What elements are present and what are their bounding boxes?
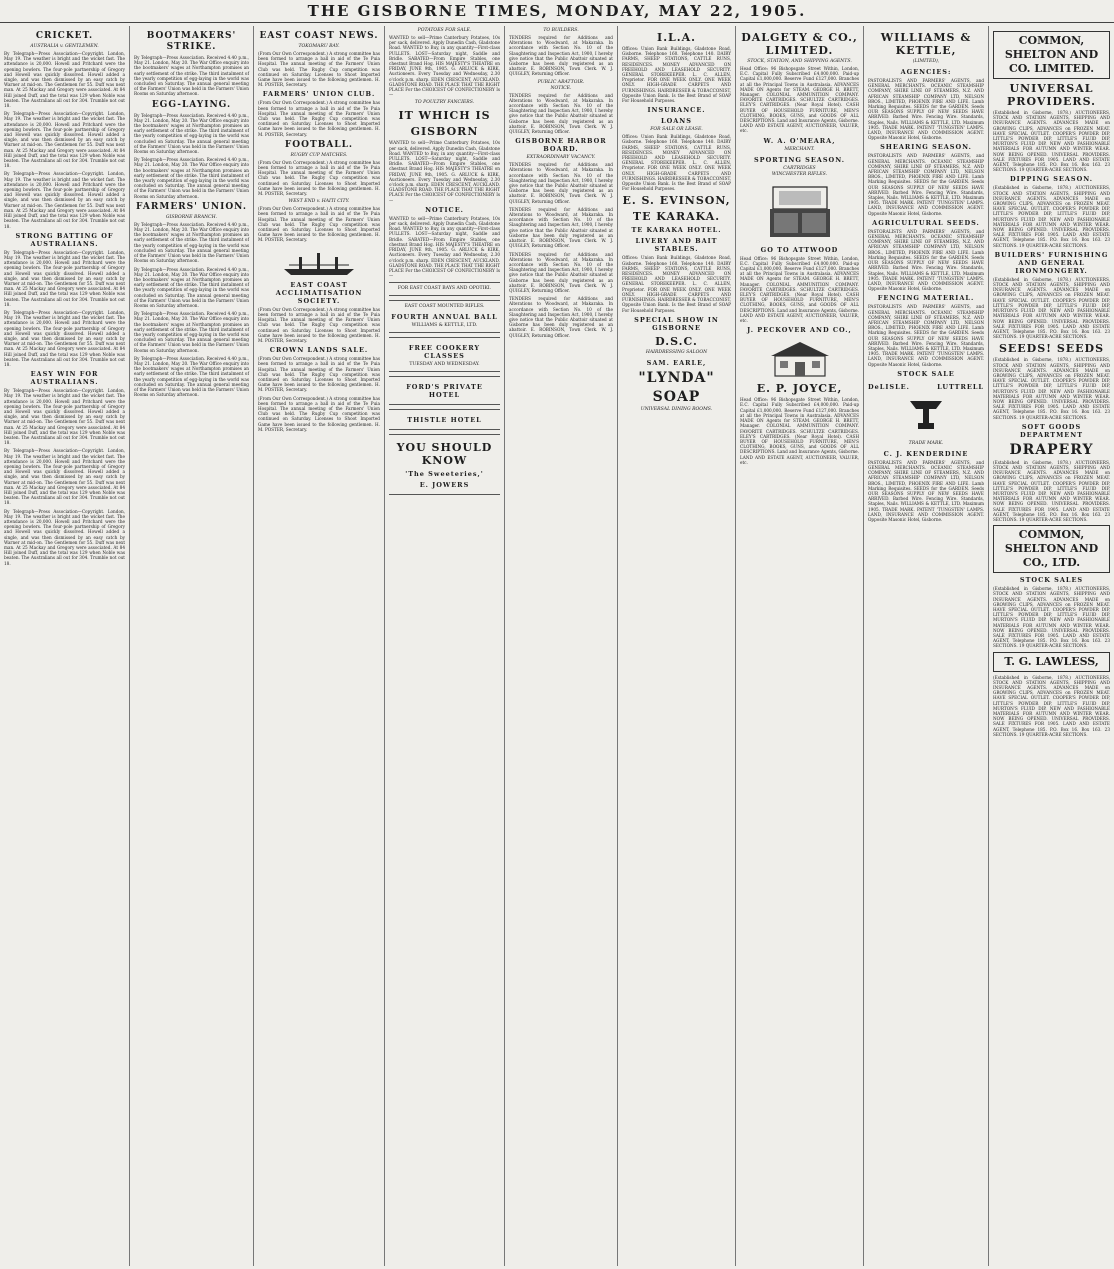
article-text: By Telegraph—Press Association—Copyright. London, May 19. The weather is bright and the wicket fast. The attendance is 20,000. Howell and Pritchard were the opening bowlers. The four-pole partnership of Gregory and Howell was quickly dissolved. Howell added a single, and was then dismissed by an easy catch by Warner at mid-on. The Gentlemen for 55. Duff was next man. At 25 Mackay and Gregory were associated. At 84 Hill joined Duff, and the total was 129 when Noble was beaten. The Australians all out for 304. Trumble not out 18. (4, 171, 125, 229)
advert (389, 434, 500, 495)
article-text: WANTED to sell—Prime Canterbury Potatoes, 10s per sack, delivered. Apply Dunedin Cash, Gladstone Road. WANTED to Buy, in any quantity—First-class PULLETS. LOST—Saturday night, Saddle and Bridle. SABATED—From Empire Stables, one chestnut Brand Hog. HIS MAJESTY'S THEATRE on FRIDAY, JUNE 9th, 1905. G. ARLUCK & KIRK, Auctioneers. Every Tuesday and Wednesday, 2.30 o'clock p.m. sharp. EDEN CRESCENT, AUCKLAND. GLADSTONE ROAD. THE PLACE THAT THE RIGHT PLACE For the CHOICEST OF CONFECTIONERY Is— (389, 215, 500, 279)
column-notices (505, 26, 618, 1266)
heading: SPORTING SEASON. (753, 155, 845, 164)
article-text: By Telegraph—Press Association—Copyright. London, May 19. The weather is bright and the wicket fast. The attendance is 20,000. Howell and Pritchard were the opening bowlers. The four-pole partnership of Gregory and Howell was quickly dissolved. Howell added a single, and was then dismissed by an easy catch by Warner at mid-on. The Gentlemen for 55. Duff was next man. At 25 Mackay and Gregory were associated. At 84 Hill joined Duff, and the total was 129 when Noble was beaten. The Australians all out for 304. Trumble not out 18. (4, 309, 125, 367)
advert-title: FOR EAST COAST BAYS AND OPOTIKI. (397, 286, 492, 292)
subheading: WINCHESTER RIFLES. (771, 171, 828, 177)
advert (389, 376, 500, 405)
article-text: (From Our Own Correspondent.) A strong committee has been formed to arrange a ball in aid of the Te Puia Hospital. The annual meeting of the Farmers' Union Club was held. The Rugby Cup competition was continued on Saturday. Licenses to Shoot Imported Game have been issued to the following gentlemen. H. M. POSTER, Secretary. (258, 206, 380, 243)
subheading: TRADE MARK. (908, 440, 944, 446)
heading: BOOTMAKERS' STRIKE. (146, 31, 237, 52)
advert (389, 300, 500, 333)
article-text: By Telegraph—Press Association—Copyright. London, May 19. The weather is bright and the wicket fast. The attendance is 20,000. Howell and Pritchard were the opening bowlers. The four-pole partnership of Gregory and Howell was quickly dissolved. Howell added a single, and was then dismissed by an easy catch by Warner at mid-on. The Gentlemen for 55. Duff was next man. At 25 Mackay and Gregory were associated. At 84 Hill joined Duff, and the total was 129 when Noble was beaten. The Australians all out for 304. Trumble not out 18. (4, 249, 125, 307)
article-text: PASTORALISTS AND FARMERS' AGENTS, and GENERAL MERCHANTS. OCEANIC STEAMSHIP COMPANY, SHIRE LINE OF STEAMERS, N.Z. AND AFRICAN STEAMSHIP COMPANY LTD, NELSON BROS., LIMITED, PHOENIX FIRE AND LIFE. Lamb Marking Requisites. SEEDS for the GARDEN. Seeds OUR SEASONS SUPPLY OF NEW SEEDS HAVE ARRIVED. Barbed Wire. Fencing Wire. Standards, Staples, Nails. WILLIAMS & KETTLE, LTD. Maximum 1905. TRADE MARK. PATENT 'TUNGSTEN' LAMPS. LAND, INSURANCE AND COMMISSION AGENT. Opposite Masonic Hotel, Gisborne. (868, 228, 984, 292)
article-text: Offices: Union Bank Buildings, Gladstone Road, Gisborne. Telephone 160. Telephone 140. DAIRY FARMS, SHEEP STATIONS, CATTLE RUNS, RESIDENCES. MONEY ADVANCED ON FREEHOLD AND LEASEHOLD SECURITY. GENERAL STOREKEEPER. L. C. ALLEN, Proprietor. FOR ONE WEEK ONLY. ONE WEEK ONLY. HIGH-GRADE CARPETS AND FURNISHINGS. HAIRDRESSER & TOBACCONIST, Opposite Union Bank. Is the Best Brand of SOAP For Household Purposes. (622, 255, 731, 313)
subheading: FOR SALE OR LEASE. (650, 127, 703, 133)
heading: SAM. EARLE, (646, 358, 707, 367)
article-text: TENDERS required for Additions and Alterations to Woodward, at Makaraka. In accordance with Section No. 10 of the Slaughtering and Inspection Act, 1900, I hereby give notice that the Public Abattoir situated at Gisborne has been duly registered as an abattoir. E. ROBINSON, Town Clerk. W. J. QUIGLEY, Returning Officer. (509, 162, 613, 204)
heading: AGRICULTURAL SEEDS. (872, 218, 980, 227)
article-text: PASTORALISTS AND FARMERS' AGENTS, and GENERAL MERCHANTS. OCEANIC STEAMSHIP COMPANY, SHIRE LINE OF STEAMERS, N.Z. AND AFRICAN STEAMSHIP COMPANY LTD, NELSON BROS., LIMITED, PHOENIX FIRE AND LIFE. Lamb Marking Requisites. SEEDS for the GARDEN. Seeds OUR SEASONS SUPPLY OF NEW SEEDS HAVE ARRIVED. Barbed Wire. Fencing Wire. Standards, Staples, Nails. WILLIAMS & KETTLE, LTD. Maximum 1905. TRADE MARK. PATENT 'TUNGSTEN' LAMPS. LAND, INSURANCE AND COMMISSION AGENT. Opposite Masonic Hotel, Gisborne. (868, 153, 984, 216)
heading: W. A. O'MEARA, (763, 136, 836, 145)
article-text: (Established in Gisborne, 1878.) AUCTIONEERS, STOCK AND STATION AGENTS, SHIPPING AND INSURANCE AGENTS. ADVANCES MADE on GROWING CLIPS, ADVANCES on FROZEN MEAT. HAVE SPECIAL OUTLET. COOPER'S POWDER DIP, LITTLE'S POWDER DIP, LITTLE'S FLUID DIP, MURTON'S FLUID DIP. NEW AND FASHIONABLE MATERIALS FOR AUTUMN AND WINTER WEAR. NOW BEING OPENED. UNIVERSAL PROVIDERS. SALE FIXTURES FOR 1905. LAND AND ESTATE AGENT, Telephone 185. P.O. Box 16. Box 163. 23 SECTIONS. 19 QUARTER-ACRE SECTIONS. (993, 185, 1110, 248)
ship-illustration (279, 247, 359, 277)
article-text: Head Office: 96 Bishopsgate Street Within, London, E.C. Capital Fully Subscribed £4,000,000. Paid-up Capital £1,000,000. Reserve Fund £127,000. Branches at all the Principal Towns in Australasia. ADVANCES MADE ON Agents for STEAM. GEORGE H. BRETT, Manager. COLONIAL AMMUNITION COMPANY. FAVORITE CARTRIDGES. SCHULTZE CARTRIDGES. ELEY'S CARTRIDGES. (Near Royal Hotel). CASH BUYER OF HOUSEHOLD FURNITURE, MEN'S CLOTHING, BOOKS, GUNS, and GOODS OF ALL DESCRIPTIONS. Land and Insurance Agents, Gisborne. LAND AND ESTATE AGENT, AUCTIONEER, VALUER, etc. (740, 66, 859, 134)
heading: DeLISLE. (868, 382, 910, 391)
column-williams-kettle (864, 26, 989, 1266)
heading: NOTICE. (425, 205, 464, 214)
article-text: By Telegraph—Press Association—Copyright. London, May 19. The weather is bright and the wicket fast. The attendance is 20,000. Howell and Pritchard were the opening bowlers. The four-pole partnership of Gregory and Howell was quickly dissolved. Howell added a single, and was then dismissed by an easy catch by Warner at mid-on. The Gentlemen for 55. Duff was next man. At 25 Mackay and Gregory were associated. At 84 Hill joined Duff, and the total was 129 when Noble was beaten. The Australians all out for 304. Trumble not out 18. (4, 448, 125, 506)
heading: FORD'S PRIVATE HOTEL (406, 383, 483, 400)
heading: DRAPERY (1009, 441, 1094, 458)
article-text: (Established in Gisborne, 1878.) AUCTIONEERS, STOCK AND STATION AGENTS, SHIPPING AND INSURANCE AGENTS. ADVANCES MADE on GROWING CLIPS, ADVANCES on FROZEN MEAT. HAVE SPECIAL OUTLET. COOPER'S POWDER DIP, LITTLE'S POWDER DIP, LITTLE'S FLUID DIP, MURTON'S FLUID DIP. NEW AND FASHIONABLE MATERIALS FOR AUTUMN AND WINTER WEAR. NOW BEING OPENED. UNIVERSAL PROVIDERS. SALE FIXTURES FOR 1905. LAND AND ESTATE AGENT, Telephone 185. P.O. Box 16. Box 163. 23 SECTIONS. 19 QUARTER-ACRE SECTIONS. (993, 110, 1110, 173)
subheading: (LIMITED), (912, 59, 940, 64)
subheading: GISBORNE BRANCH. (165, 214, 218, 220)
article-text: TENDERS required for Additions and Alterations to Woodward, at Makaraka. In accordance with Section No. 10 of the Slaughtering and Inspection Act, 1900, I hereby give notice that the Public Abattoir situated at Gisborne has been duly registered as an abattoir. E. ROBINSON, Town Clerk. W. J. QUIGLEY, Returning Officer. (509, 206, 613, 249)
sideboard-illustration (765, 182, 835, 242)
subheading: PUBLIC ABATTOIR. (537, 79, 585, 85)
column-bootmakers (130, 26, 254, 1266)
heading: DIPPING SEASON. (1009, 175, 1094, 184)
heading: SPECIAL SHOW IN GISBORNE (634, 315, 719, 332)
heading: D.S.C. (655, 334, 698, 348)
heading: WILLIAMS & KETTLE, (880, 31, 972, 57)
heading: STRONG BATTING OF AUSTRALIANS. (15, 231, 114, 248)
article-text: TENDERS required for Additions and Alterations to Woodward, at Makaraka. In accordance with Section No. 10 of the Slaughtering and Inspection Act, 1900, I hereby give notice that the Public Abattoir situated at Gisborne has been duly registered as an abattoir. E. ROBINSON, Town Clerk. W. J. QUIGLEY, Returning Officer. (509, 251, 613, 293)
heading: CROWN LANDS SALE. (269, 346, 369, 355)
subheading: NOTICE. (550, 85, 572, 91)
advert (389, 409, 500, 430)
subheading: STOCK, STATION, AND SHIPPING AGENTS. (747, 59, 852, 64)
article-text: By Telegraph—Press Association. Received 4.40 p.m., May 21. London, May 20. The War Office enquiry into the bootmakers' wages at Northampton promises an early settlement of the strike. The third instalment of the yearly competition of egg-laying in the world was concluded on Saturday. The annual general meeting of the Farmers' Union was held in the Farmers' Union Rooms on Saturday afternoon. (134, 355, 249, 398)
heading: EAST COAST NEWS. (259, 31, 379, 41)
heading: 'The Sweeteries,' (405, 470, 484, 479)
heading: COMMON, SHELTON AND CO., LTD. (993, 525, 1110, 573)
article-text: Offices: Union Bank Buildings, Gladstone Road, Gisborne. Telephone 160. Telephone 140. DAIRY FARMS, SHEEP STATIONS, CATTLE RUNS, RESIDENCES. MONEY ADVANCED ON FREEHOLD AND LEASEHOLD SECURITY. GENERAL STOREKEEPER. L. C. ALLEN, Proprietor. FOR ONE WEEK ONLY. ONE WEEK ONLY. HIGH-GRADE CARPETS AND FURNISHINGS. HAIRDRESSER & TOBACCONIST, Opposite Union Bank. Is the Best Brand of SOAP For Household Purposes. (622, 134, 731, 192)
subheading: MERCHANT. (784, 146, 815, 152)
heading: AGENCIES: (900, 68, 952, 76)
advert-title: WILLIAMS & KETTLE, LTD. (411, 323, 478, 329)
article-text: PASTORALISTS AND FARMERS' AGENTS, and GENERAL MERCHANTS. OCEANIC STEAMSHIP COMPANY, SHIRE LINE OF STEAMERS, N.Z. AND AFRICAN STEAMSHIP COMPANY LTD, NELSON BROS., LIMITED, PHOENIX FIRE AND LIFE. Lamb Marking Requisites. SEEDS for the GARDEN. Seeds OUR SEASONS SUPPLY OF NEW SEEDS HAVE ARRIVED. Barbed Wire. Fencing Wire. Standards, Staples, Nails. WILLIAMS & KETTLE, LTD. Maximum 1905. TRADE MARK. PATENT 'TUNGSTEN' LAMPS. LAND, INSURANCE AND COMMISSION AGENT. Opposite Masonic Hotel, Gisborne. (868, 78, 984, 141)
column-common-shelton (989, 26, 1114, 1266)
heading: J. PECKOVER AND CO., (747, 326, 852, 335)
article-text: Head Office: 96 Bishopsgate Street Within, London, E.C. Capital Fully Subscribed £4,000,000. Paid-up Capital £1,000,000. Reserve Fund £127,000. Branches at all the Principal Towns in Australasia. ADVANCES MADE ON Agents for STEAM. GEORGE H. BRETT, Manager. COLONIAL AMMUNITION COMPANY. FAVORITE CARTRIDGES. SCHULTZE CARTRIDGES. ELEY'S CARTRIDGES. (Near Royal Hotel). CASH BUYER OF HOUSEHOLD FURNITURE, MEN'S CLOTHING, BOOKS, GUNS, and GOODS OF ALL DESCRIPTIONS. Land and Insurance Agents, Gisborne. LAND AND ESTATE AGENT, AUCTIONEER, VALUER, etc. (740, 255, 859, 324)
article-text: (From Our Own Correspondent.) A strong committee has been formed to arrange a ball in aid of the Te Puia Hospital. The annual meeting of the Farmers' Union Club was held. The Rugby Cup competition was continued on Saturday. Licenses to Shoot Imported Game have been issued to the following gentlemen. H. M. POSTER, Secretary. (258, 51, 380, 88)
column-dalgety (736, 26, 864, 1266)
heading: E. P. JOYCE, (756, 382, 843, 396)
article-text: (Established in Gisborne, 1878.) AUCTIONEERS, STOCK AND STATION AGENTS, SHIPPING AND INSURANCE AGENTS. ADVANCES MADE on GROWING CLIPS, ADVANCES on FROZEN MEAT. HAVE SPECIAL OUTLET. COOPER'S POWDER DIP, LITTLE'S POWDER DIP, LITTLE'S FLUID DIP, MURTON'S FLUID DIP. NEW AND FASHIONABLE MATERIALS FOR AUTUMN AND WINTER WEAR. NOW BEING OPENED. UNIVERSAL PROVIDERS. SALE FIXTURES FOR 1905. LAND AND ESTATE AGENT, Telephone 185. P.O. Box 16. Box 163. 23 SECTIONS. 19 QUARTER-ACRE SECTIONS. (993, 674, 1110, 737)
article-text: WANTED to sell—Prime Canterbury Potatoes, 10s per sack, delivered. Apply Dunedin Cash, Gladstone Road. WANTED to Buy, in any quantity—First-class PULLETS. LOST—Saturday night, Saddle and Bridle. SABATED—From Empire Stables, one chestnut Brand Hog. HIS MAJESTY'S THEATRE on FRIDAY, JUNE 9th, 1905. G. ARLUCK & KIRK, Auctioneers. Every Tuesday and Wednesday, 2.30 o'clock p.m. sharp. EDEN CRESCENT, AUCKLAND. GLADSTONE ROAD. THE PLACE THAT THE RIGHT PLACE For the CHOICEST OF CONFECTIONERY Is— (389, 140, 500, 203)
heading: COMMON, SHELTON AND CO. LIMITED. (993, 31, 1110, 79)
article-text: (From Our Own Correspondent.) A strong committee has been formed to arrange a ball in aid of the Te Puia Hospital. The annual meeting of the Farmers' Union Club was held. The Rugby Cup competition was continued on Saturday. Licenses to Shoot Imported Game have been issued to the following gentlemen. H. M. POSTER, Secretary. (258, 306, 380, 343)
heading: SOAP (652, 388, 701, 405)
heading: SHEARING SEASON. (880, 143, 972, 152)
column-ila (618, 26, 736, 1266)
subheading: TOKOMARU BAY. (298, 44, 340, 49)
heading: E. JOWERS (419, 481, 470, 490)
advert (389, 337, 500, 372)
article-text: TENDERS required for Additions and Alterations to Woodward, at Makaraka. In accordance with Section No. 10 of the Slaughtering and Inspection Act, 1900, I hereby give notice that the Public Abattoir situated at Gisborne has been duly registered as an abattoir. E. ROBINSON, Town Clerk. W. J. QUIGLEY, Returning Officer. (509, 92, 613, 135)
article-text: (From Our Own Correspondent.) A strong committee has been formed to arrange a ball in aid of the Te Puia Hospital. The annual meeting of the Farmers' Union Club was held. The Rugby Cup competition was continued on Saturday. Licenses to Shoot Imported Game have been issued to the following gentlemen. H. M. POSTER, Secretary. (258, 100, 380, 137)
article-text: By Telegraph—Press Association—Copyright. London, May 19. The weather is bright and the wicket fast. The attendance is 20,000. Howell and Pritchard were the opening bowlers. The four-pole partnership of Gregory and Howell was quickly dissolved. Howell added a single, and was then dismissed by an easy catch by Warner at mid-on. The Gentlemen for 55. Duff was next man. At 25 Mackay and Gregory were associated. At 84 Hill joined Duff, and the total was 129 when Noble was beaten. The Australians all out for 304. Trumble not out 18. (4, 508, 125, 566)
article-text: PASTORALISTS AND FARMERS' AGENTS, and GENERAL MERCHANTS. OCEANIC STEAMSHIP COMPANY, SHIRE LINE OF STEAMERS, N.Z. AND AFRICAN STEAMSHIP COMPANY LTD, NELSON BROS., LIMITED, PHOENIX FIRE AND LIFE. Lamb Marking Requisites. SEEDS for the GARDEN. Seeds OUR SEASONS SUPPLY OF NEW SEEDS HAVE ARRIVED. Barbed Wire. Fencing Wire. Standards, Staples, Nails. WILLIAMS & KETTLE, LTD. Maximum 1905. TRADE MARK. PATENT 'TUNGSTEN' LAMPS. LAND, INSURANCE AND COMMISSION AGENT. Opposite Masonic Hotel, Gisborne. (868, 304, 984, 367)
article-text: TENDERS required for Additions and Alterations to Woodward, at Makaraka. In accordance with Section No. 10 of the Slaughtering and Inspection Act, 1900, I hereby give notice that the Public Abattoir situated at Gisborne has been duly registered as an abattoir. E. ROBINSON, Town Clerk. W. J. QUIGLEY, Returning Officer. (509, 296, 613, 338)
heading: SEEDS! SEEDS (998, 342, 1105, 356)
heading: I.L.A. (657, 31, 696, 44)
subheading: HAIRDRESSING SALOON (645, 349, 708, 355)
advert (389, 282, 500, 296)
article-text: WANTED to sell—Prime Canterbury Potatoes, 10s per sack, delivered. Apply Dunedin Cash, Gladstone Road. WANTED to Buy, in any quantity—First-class PULLETS. LOST—Saturday night, Saddle and Bridle. SABATED—From Empire Stables, one chestnut Brand Hog. HIS MAJESTY'S THEATRE on FRIDAY, JUNE 9th, 1905. G. ARLUCK & KIRK, Auctioneers. Every Tuesday and Wednesday, 2.30 o'clock p.m. sharp. EDEN CRESCENT, AUCKLAND. GLADSTONE ROAD. THE PLACE THAT THE RIGHT PLACE For the CHOICEST OF CONFECTIONERY Is— (389, 35, 500, 98)
article-text: By Telegraph—Press Association. Received 4.40 p.m., May 21. London, May 20. The War Office enquiry into the bootmakers' wages at Northampton promises an early settlement of the strike. The third instalment of the yearly competition of egg-laying in the world was concluded on Saturday. The annual general meeting of the Farmers' Union was held in the Farmers' Union Rooms on Saturday afternoon. (134, 266, 249, 308)
article-text: By Telegraph—Press Association. Received 4.40 p.m., May 21. London, May 20. The War Office enquiry into the bootmakers' wages at Northampton promises an early settlement of the strike. The third instalment of the yearly competition of egg-laying in the world was concluded on Saturday. The annual general meeting of the Farmers' Union was held in the Farmers' Union Rooms on Saturday afternoon. (134, 112, 249, 155)
subheading: RUGBY CUP MATCHES. (290, 152, 348, 158)
heading: SOFT GOODS DEPARTMENT (1019, 422, 1084, 439)
heading: INSURANCE. (647, 106, 706, 115)
heading: GISBORNE HARBOR BOARD. (515, 137, 607, 154)
article-text: Offices: Union Bank Buildings, Gladstone Road, Gisborne. Telephone 160. Telephone 140. DAIRY FARMS, SHEEP STATIONS, CATTLE RUNS, RESIDENCES. MONEY ADVANCED ON FREEHOLD AND LEASEHOLD SECURITY. GENERAL STOREKEEPER. L. C. ALLEN, Proprietor. FOR ONE WEEK ONLY. ONE WEEK ONLY. HIGH-GRADE CARPETS AND FURNISHINGS. HAIRDRESSER & TOBACCONIST, Opposite Union Bank. Is the Best Brand of SOAP For Household Purposes. (622, 46, 731, 104)
subheading: POTATOES FOR SALE. (417, 28, 472, 33)
article-text: (From Our Own Correspondent.) A strong committee has been formed to arrange a ball in aid of the Te Puia Hospital. The annual meeting of the Farmers' Union Club was held. The Rugby Cup competition was continued on Saturday. Licenses to Shoot Imported Game have been issued to the following gentlemen. H. M. POSTER, Secretary. (258, 395, 380, 432)
article-text: By Telegraph—Press Association. Received 4.40 p.m., May 21. London, May 20. The War Office enquiry into the bootmakers' wages at Northampton promises an early settlement of the strike. The third instalment of the yearly competition of egg-laying in the world was concluded on Saturday. The annual general meeting of the Farmers' Union was held in the Farmers' Union Rooms on Saturday afternoon. (134, 157, 249, 199)
article-text: TENDERS required for Additions and Alterations to Woodward, at Makaraka. In accordance with Section No. 10 of the Slaughtering and Inspection Act, 1900, I hereby give notice that the Public Abattoir situated at Gisborne has been duly registered as an abattoir. E. ROBINSON, Town Clerk. W. J. QUIGLEY, Returning Officer. (509, 35, 613, 77)
article-text: By Telegraph—Press Association. Received 4.40 p.m., May 21. London, May 20. The War Office enquiry into the bootmakers' wages at Northampton promises an early settlement of the strike. The third instalment of the yearly competition of egg-laying in the world was concluded on Saturday. The annual general meeting of the Farmers' Union was held in the Farmers' Union Rooms on Saturday afternoon. (134, 311, 249, 353)
heading: FOOTBALL. (284, 139, 354, 150)
heading: THISTLE HOTEL (407, 416, 482, 425)
article-text: (From Our Own Correspondent.) A strong committee has been formed to arrange a ball in aid of the Te Puia Hospital. The annual meeting of the Farmers' Union Club was held. The Rugby Cup competition was continued on Saturday. Licenses to Shoot Imported Game have been issued to the following gentlemen. H. M. POSTER, Secretary. (258, 159, 380, 197)
heading: LOANS (661, 117, 692, 126)
advert-title: TUESDAY AND WEDNESDAY. (409, 362, 480, 368)
article-text: By Telegraph—Press Association—Copyright. London, May 19. The weather is bright and the wicket fast. The attendance is 20,000. Howell and Pritchard were the opening bowlers. The four-pole partnership of Gregory and Howell was quickly dissolved. Howell added a single, and was then dismissed by an easy catch by Warner at mid-on. The Gentlemen for 55. Duff was next man. At 25 Mackay and Gregory were associated. At 84 Hill joined Duff, and the total was 129 when Noble was beaten. The Australians all out for 304. Trumble not out 18. (4, 388, 125, 446)
article-text: By Telegraph—Press Association—Copyright. London, May 19. The weather is bright and the wicket fast. The attendance is 20,000. Howell and Pritchard were the opening bowlers. The four-pole partnership of Gregory and Howell was quickly dissolved. Howell added a single, and was then dismissed by an easy catch by Warner at mid-on. The Gentlemen for 55. Duff was next man. At 25 Mackay and Gregory were associated. At 84 Hill joined Duff, and the total was 129 when Noble was beaten. The Australians all out for 304. Trumble not out 18. (4, 111, 125, 169)
article-text: (From Our Own Correspondent.) A strong committee has been formed to arrange a ball in aid of the Te Puia Hospital. The annual meeting of the Farmers' Union Club was held. The Rugby Cup competition was continued on Saturday. Licenses to Shoot Imported Game have been issued to the following gentlemen. H. M. POSTER, Secretary. (258, 356, 380, 393)
article-text: By Telegraph—Press Association. Received 4.40 p.m., May 21. London, May 20. The War Office enquiry into the bootmakers' wages at Northampton promises an early settlement of the strike. The third instalment of the yearly competition of egg-laying in the world was concluded on Saturday. The annual general meeting of the Farmers' Union was held in the Farmers' Union Rooms on Saturday afternoon. (134, 55, 249, 97)
column-adverts-1 (385, 26, 505, 1266)
article-text: (Established in Gisborne, 1878.) AUCTIONEERS, STOCK AND STATION AGENTS, SHIPPING AND INSURANCE AGENTS. ADVANCES MADE on GROWING CLIPS, ADVANCES on FROZEN MEAT. HAVE SPECIAL OUTLET. COOPER'S POWDER DIP, LITTLE'S POWDER DIP, LITTLE'S FLUID DIP, MURTON'S FLUID DIP. NEW AND FASHIONABLE MATERIALS FOR AUTUMN AND WINTER WEAR. NOW BEING OPENED. UNIVERSAL PROVIDERS. SALE FIXTURES FOR 1905. LAND AND ESTATE AGENT, Telephone 185. P.O. Box 16. Box 163. 23 SECTIONS. 19 QUARTER-ACRE SECTIONS. (993, 357, 1110, 420)
heading: CRICKET. (35, 31, 94, 41)
delisle-luttrell-row (868, 380, 984, 393)
heading: GO TO ATTWOOD (760, 245, 839, 254)
heading: "LYNDA" (638, 369, 715, 386)
column-cricket (0, 26, 130, 1266)
heading: EGG-LAYING. (151, 99, 232, 110)
heading: EAST COAST ACCLIMATISATION SOCIETY. (275, 280, 363, 305)
heading: STOCK SALES (1019, 576, 1084, 585)
heading: UNIVERSAL PROVIDERS. (1007, 82, 1096, 108)
heading: FREE COOKERY CLASSES (408, 344, 481, 361)
heading: FENCING MATERIAL. (877, 294, 975, 303)
subheading: WEST END v. HAITI CITY. (288, 199, 350, 205)
heading: E. S. EVINSON, (622, 194, 731, 208)
subheading: TO BUILDERS. (543, 28, 579, 33)
article-text: Head Office: 96 Bishopsgate Street Within, London, E.C. Capital Fully Subscribed £4,000,000. Paid-up Capital £1,000,000. Reserve Fund £127,000. Branches at all the Principal Towns in Australasia. ADVANCES MADE ON Agents for STEAM. GEORGE H. BRETT, Manager. COLONIAL AMMUNITION COMPANY. FAVORITE CARTRIDGES. SCHULTZE CARTRIDGES. ELEY'S CARTRIDGES. (Near Royal Hotel). CASH BUYER OF HOUSEHOLD FURNITURE, MEN'S CLOTHING, BOOKS, GUNS, and GOODS OF ALL DESCRIPTIONS. Land and Insurance Agents, Gisborne. LAND AND ESTATE AGENT, AUCTIONEER, VALUER, etc. (740, 397, 859, 465)
heading: EASY WIN FOR AUSTRALIANS. (30, 370, 99, 387)
article-text: (Established in Gisborne, 1878.) AUCTIONEERS, STOCK AND STATION AGENTS, SHIPPING AND INSURANCE AGENTS. ADVANCES MADE on GROWING CLIPS, ADVANCES on FROZEN MEAT. HAVE SPECIAL OUTLET. COOPER'S POWDER DIP, LITTLE'S POWDER DIP, LITTLE'S FLUID DIP, MURTON'S FLUID DIP. NEW AND FASHIONABLE MATERIALS FOR AUTUMN AND WINTER WEAR. NOW BEING OPENED. UNIVERSAL PROVIDERS. SALE FIXTURES FOR 1905. LAND AND ESTATE AGENT, Telephone 185. P.O. Box 16. Box 163. 23 SECTIONS. 19 QUARTER-ACRE SECTIONS. (993, 459, 1110, 522)
heading: FARMERS' UNION. (136, 201, 247, 212)
cottage-illustration (765, 338, 835, 378)
article-text: (Established in Gisborne, 1878.) AUCTIONEERS, STOCK AND STATION AGENTS, SHIPPING AND INSURANCE AGENTS. ADVANCES MADE on GROWING CLIPS, ADVANCES on FROZEN MEAT. HAVE SPECIAL OUTLET. COOPER'S POWDER DIP, LITTLE'S POWDER DIP, LITTLE'S FLUID DIP, MURTON'S FLUID DIP. NEW AND FASHIONABLE MATERIALS FOR AUTUMN AND WINTER WEAR. NOW BEING OPENED. UNIVERSAL PROVIDERS. SALE FIXTURES FOR 1905. LAND AND ESTATE AGENT, Telephone 185. P.O. Box 16. Box 163. 23 SECTIONS. 19 QUARTER-ACRE SECTIONS. (993, 586, 1110, 649)
heading: LUTTRELL (937, 382, 984, 391)
subheading: AUSTRALIA v. GENTLEMEN. (30, 44, 99, 49)
subheading: EXTRAORDINARY VACANCY. (526, 155, 596, 161)
masthead: THE GISBORNE TIMES, MONDAY, MAY 22, 1905. (0, 0, 1114, 23)
column-east-coast (254, 26, 385, 1266)
heading: T. G. LAWLESS, (993, 652, 1110, 672)
article-text: By Telegraph—Press Association—Copyright. London, May 19. The weather is bright and the wicket fast. The attendance is 20,000. Howell and Pritchard were the opening bowlers. The four-pole partnership of Gregory and Howell was quickly dissolved. Howell added a single, and was then dismissed by an easy catch by Warner at mid-on. The Gentlemen for 55. Duff was next man. At 25 Mackay and Gregory were associated. At 84 Hill joined Duff, and the total was 129 when Noble was beaten. The Australians all out for 304. Trumble not out 18. (4, 51, 125, 109)
advert-title: EAST COAST MOUNTED RIFLES. (404, 304, 485, 310)
subheading: CARTRIDGES (783, 165, 816, 171)
article-text: (Established in Gisborne, 1878.) AUCTIONEERS, STOCK AND STATION AGENTS, SHIPPING AND INSURANCE AGENTS. ADVANCES MADE on GROWING CLIPS, ADVANCES on FROZEN MEAT. HAVE SPECIAL OUTLET. COOPER'S POWDER DIP, LITTLE'S POWDER DIP, LITTLE'S FLUID DIP, MURTON'S FLUID DIP. NEW AND FASHIONABLE MATERIALS FOR AUTUMN AND WINTER WEAR. NOW BEING OPENED. UNIVERSAL PROVIDERS. SALE FIXTURES FOR 1905. LAND AND ESTATE AGENT, Telephone 185. P.O. Box 16. Box 163. 23 SECTIONS. 19 QUARTER-ACRE SECTIONS. (993, 276, 1110, 340)
trade-mark-illustration (896, 397, 956, 437)
heading: BUILDERS' FURNISHING AND GENERAL IRONMONGERY. (994, 250, 1109, 275)
heading: STOCK SALE (897, 369, 955, 378)
heading: FOURTH ANNUAL BALL (391, 313, 498, 322)
subheading: TO POULTRY FANCIERS. (414, 100, 475, 106)
subheading: UNIVERSAL DINING ROOMS. (640, 406, 713, 412)
heading: LIVERY AND BAIT STABLES. (635, 237, 718, 254)
heading: GISBORN (410, 125, 479, 139)
heading: YOU SHOULD KNOW (396, 441, 493, 468)
heading: DALGETY & CO., LIMITED. (741, 31, 858, 57)
article-text: PASTORALISTS AND FARMERS' AGENTS, and GENERAL MERCHANTS. OCEANIC STEAMSHIP COMPANY, SHIRE LINE OF STEAMERS, N.Z. AND AFRICAN STEAMSHIP COMPANY LTD, NELSON BROS., LIMITED, PHOENIX FIRE AND LIFE. Lamb Marking Requisites. SEEDS for the GARDEN. Seeds OUR SEASONS SUPPLY OF NEW SEEDS HAVE ARRIVED. Barbed Wire. Fencing Wire. Standards, Staples, Nails. WILLIAMS & KETTLE, LTD. Maximum 1905. TRADE MARK. PATENT 'TUNGSTEN' LAMPS. LAND, INSURANCE AND COMMISSION AGENT. Opposite Masonic Hotel, Gisborne. (868, 459, 984, 522)
article-text: By Telegraph—Press Association. Received 4.40 p.m., May 21. London, May 20. The War Office enquiry into the bootmakers' wages at Northampton promises an early settlement of the strike. The third instalment of the yearly competition of egg-laying in the world was concluded on Saturday. The annual general meeting of the Farmers' Union was held in the Farmers' Union Rooms on Saturday afternoon. (134, 221, 249, 264)
heading: TE KARAKA HOTEL. (631, 226, 722, 235)
heading: FARMERS' UNION CLUB. (262, 90, 376, 99)
heading: C. J. KENDERDINE (883, 449, 969, 458)
heading: IT WHICH IS (398, 109, 491, 123)
heading: TE KARAKA. (632, 210, 721, 224)
